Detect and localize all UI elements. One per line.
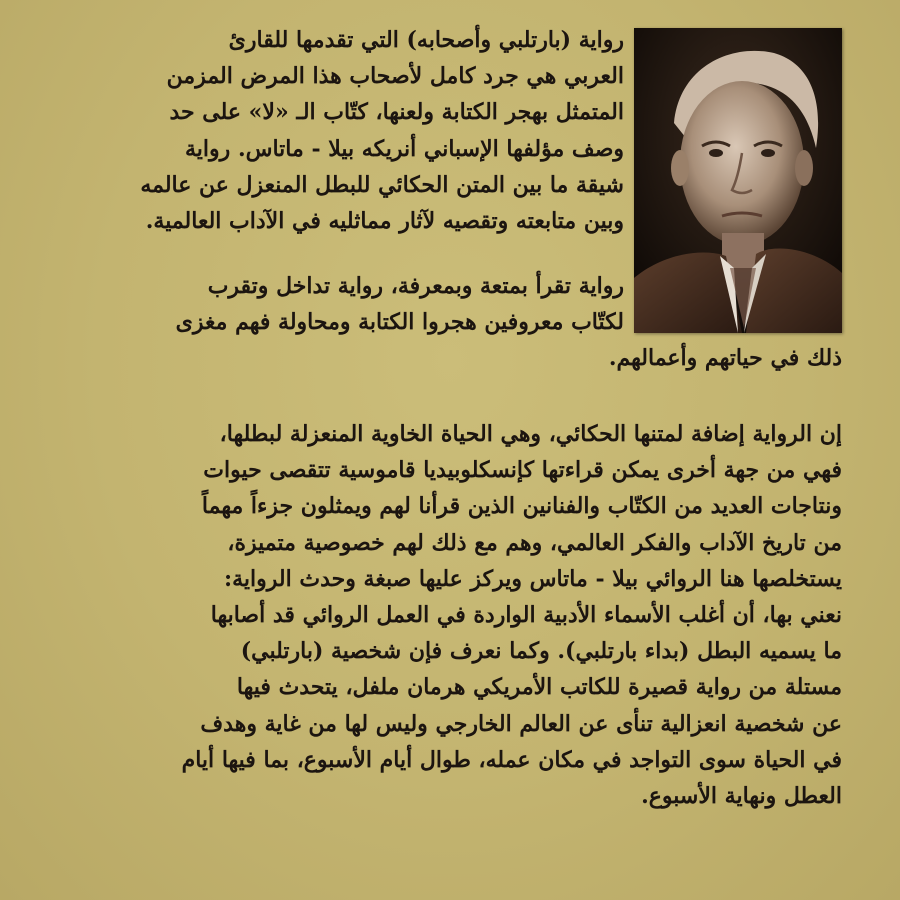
text-line: ونتاجات العديد من الكتّاب والفنانين الذين قرأنا لهم ويمثلون جزءاً مهماً	[201, 493, 842, 520]
text-line: من تاريخ الآداب والفكر العالمي، وهم مع ذلك لهم خصوصية متميزة،	[227, 529, 842, 556]
text-line: وصف مؤلفها الإسباني أنريكه بيلا - ماتاس. رواية	[185, 135, 624, 162]
text-line: لكتّاب معروفين هجروا الكتابة ومحاولة فهم مغزى	[175, 309, 624, 336]
text-line: وبين متابعته وتقصيه لآثار مماثليه في الآداب العالمية.	[145, 208, 624, 235]
body-paragraph	[52, 416, 842, 814]
text-line: إن الرواية إضافة لمتنها الحكائي، وهي الحياة الخاوية المنعزلة لبطلها،	[219, 421, 842, 447]
text-line: رواية (بارتلبي وأصحابه) التي تقدمها للقارئ	[228, 27, 624, 53]
text-line: رواية تقرأ بمتعة وبمعرفة، رواية تداخل وتقرب	[207, 273, 624, 299]
text-line: فهي من جهة أخرى يمكن قراءتها كإنسكلوبيديا قاموسية تتقصى حيوات	[203, 457, 842, 484]
text-line: مستلة من رواية قصيرة للكاتب الأمريكي هرمان ملفل، يتحدث فيها	[236, 674, 842, 701]
text-line: نعني بها، أن أغلب الأسماء الأدبية الواردة في العمل الروائي قد أصابها	[210, 602, 842, 629]
text-line: شيقة ما بين المتن الحكائي للبطل المنعزل عن عالمه	[140, 171, 624, 198]
text-line: في الحياة سوى التواجد في مكان عمله، طوال أيام الأسبوع، بما فيها أيام	[181, 746, 842, 773]
intro-paragraph-full-width	[62, 268, 842, 377]
text-line: ما يسميه البطل (بداء بارتلبي). وكما نعرف فإن شخصية (بارتلبي)	[240, 638, 842, 665]
text-line: العطل ونهاية الأسبوع.	[641, 783, 842, 810]
text-line: يستخلصها هنا الروائي بيلا - ماتاس ويركز عليها صبغة وحدث الرواية:	[224, 565, 842, 592]
text-line: العربي هي جرد كامل لأصحاب هذا المرض المزمن	[166, 63, 624, 90]
intro-paragraph-beside-photo	[64, 22, 624, 239]
text-line: عن شخصية انعزالية تنأى عن العالم الخارجي وليس لها من غاية وهدف	[200, 710, 842, 737]
text-line: المتمثل بهجر الكتابة ولعنها، كتّاب الـ «لا» على حد	[169, 99, 624, 126]
text-line: ذلك في حياتهم وأعمالهم.	[608, 345, 842, 372]
